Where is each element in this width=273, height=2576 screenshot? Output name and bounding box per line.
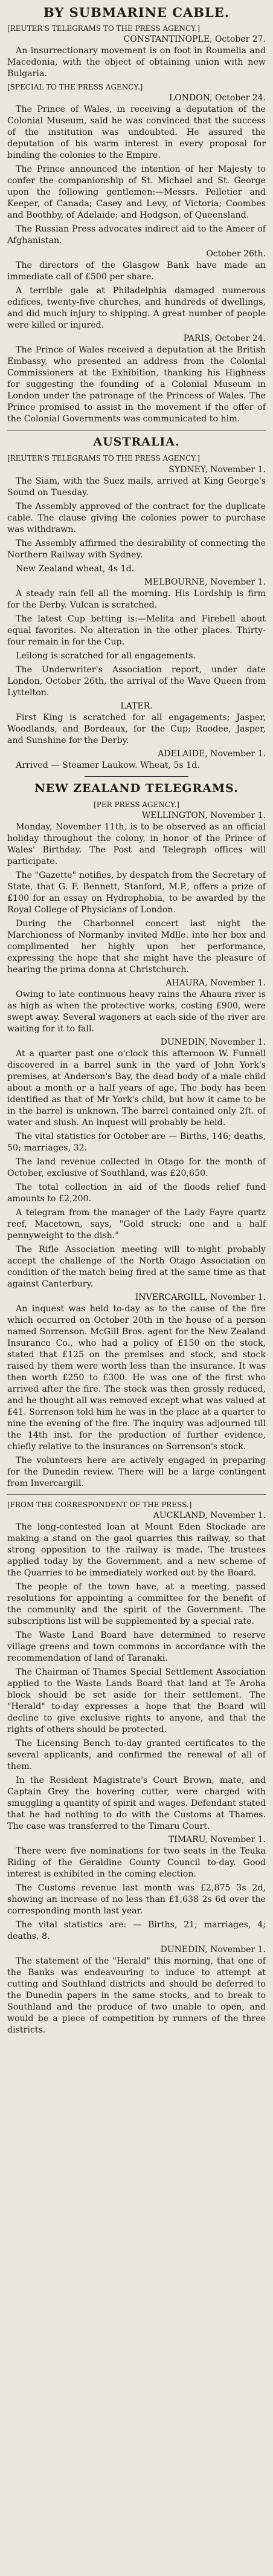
paragraph: The volunteers here are actively engaged in preparing for the Dunedin review. There will be a large contingent from Invercargill. bbox=[7, 1455, 266, 1488]
paragraph: The vital statistics for October are — Births, 146; deaths, 50; marriages, 32. bbox=[7, 1131, 266, 1153]
section-heading: NEW ZEALAND TELEGRAMS. bbox=[34, 781, 239, 795]
paragraph: Monday, November 11th, is to be observed as an official holiday throughout the colony, in honor of the Prince of Wales' Birthday. The Post and Telegraph offices will participate. bbox=[7, 822, 266, 866]
paragraph: The Prince of Wales, in receiving a deputation of the Colonial Museum, said he was convinced that the success of the institution was undoubted. He assured the deputation of his warm interest in every proposal for binding the colonies to the Empire. bbox=[7, 105, 266, 161]
paragraph: The Chairman of Thames Special Settlement Association applied to the Waste Lands Board that land at Te Aroha block should be set aside for their settlement. The "Herald" to-day expresses a hope that the Board will decline to give exclusive rights to anyone, and that the rights of others should be protected. bbox=[7, 1667, 266, 1734]
paragraph: The Customs revenue last month was £2,875 3s 2d, showing an increase of no less than £1,638 2s 6d over the corresponding month last year. bbox=[7, 1883, 266, 1916]
dateline: October 26th. bbox=[206, 249, 266, 259]
dateline: AUCKLAND, November 1. bbox=[153, 1510, 266, 1520]
paragraph: The Assembly approved of the contract for the duplicate cable. The clause giving the colonies power to purchase was withdrawn. bbox=[7, 501, 266, 534]
dateline: WELLINGTON, November 1. bbox=[141, 810, 266, 820]
paragraph: The Prince announced the intention of her Majesty to confer the companionship of St. Michael and St. George upon the following gentlemen:—Messrs. Pelletier and Keeper, of Canada; Casey and Levy, of Victoria; Coombes and Boothby, of Adelaide; and Hodgson, of Queensland. bbox=[7, 164, 266, 221]
dateline: LONDON, October 24. bbox=[169, 93, 266, 103]
paragraph: The statement of the "Herald" this morning, that one of the Banks was endeavouring to induce to attempt at cutting and Southland districts and should be deferred to the Dunedin papers in the same stocks, and to break to Southland and the produce of two unable to open, and would be a piece of competition by runners of the three districts. bbox=[7, 1956, 266, 2035]
dateline: PARIS, October 24. bbox=[183, 334, 266, 344]
paragraph: During the Charbonnel concert last night the Marchioness of Normanby invited Mdlle. into her box and complimented her highly upon her performance, expressing the hope that she might have the pleasure of hearing the prima donna at Christchurch. bbox=[7, 918, 266, 975]
agency-credit: [PER PRESS AGENCY.] bbox=[94, 800, 179, 809]
agency-credit: [REUTER'S TELEGRAMS TO THE PRESS AGENCY.] bbox=[7, 454, 201, 463]
section-title: BY SUBMARINE CABLE. bbox=[43, 5, 230, 20]
paragraph: The Waste Land Board have determined to reserve village greens and town commons in accordance with the recommendation of land of Taranaki. bbox=[7, 1630, 266, 1663]
paragraph: The Siam, with the Suez mails, arrived at King George's Sound on Tuesday. bbox=[7, 476, 266, 498]
paragraph: The Rifle Association meeting will to-night probably accept the challenge of the North Otago Association on condition of the match being fired at the same time as that against Canterbury. bbox=[7, 1244, 266, 1289]
agency-credit: [SPECIAL TO THE PRESS AGENCY.] bbox=[7, 83, 143, 92]
paragraph: The latest Cup betting is:—Melita and Firebell about equal favorites. No alteration in the other places. Thirty-four remain in for the Cup. bbox=[7, 614, 266, 647]
paragraph: A telegram from the manager of the Lady Fayre quartz reef, Macetown, says, "Gold struck; one and a half pennyweight to the dish." bbox=[7, 1207, 266, 1241]
dateline: DUNEDIN, November 1. bbox=[160, 1037, 266, 1047]
dateline: TIMARU, November 1. bbox=[168, 1834, 266, 1844]
paragraph: New Zealand wheat, 4s 1d. bbox=[16, 563, 135, 574]
paragraph: The long-contested loan at Mount Eden Stockade are making a stand on the gaol quarries this railway, so that strong opposition to the railway is made. The trustees applied today by the Government, and a new scheme of the Quarries to be immediately worked out by the Board. bbox=[7, 1522, 266, 1578]
paragraph: An insurrectionary movement is on foot in Roumelia and Macedonia, with the object of obtaining union with new Bulgaria. bbox=[7, 46, 266, 79]
paragraph: Owing to late continuous heavy rains the Ahaura river is as high as when the protective works, costing £900, were swept away. Several wagoners at each side of the river are waiting for it to fall. bbox=[7, 989, 266, 1034]
paragraph: The Prince of Wales received a deputation at the British Embassy, who presented an address from the Colonial Commissioners at the Exhibition, thanking his Highness for suggesting the founding of a Colonial Museum in London under the patronage of the Princess of Wales. The Prince promised to assist in the movement if the offer of the Colonial Governments was communicated to him. bbox=[7, 345, 266, 424]
dateline: SYDNEY, November 1. bbox=[169, 464, 266, 475]
paragraph: The "Gazette" notifies, by despatch from the Secretary of State, that G. F. Bennett, Stanford, M.P., offers a prize of £100 for an essay on Hydrophobia, to be awarded by the Royal College of Physicians of London. bbox=[7, 870, 266, 915]
paragraph: The vital statistics are: — Births, 21; marriages, 4; deaths, 8. bbox=[7, 1919, 266, 1941]
section-divider bbox=[7, 1494, 266, 1495]
paragraph: The directors of the Glasgow Bank have made an immediate call of £500 per share. bbox=[7, 261, 266, 282]
paragraph: The Underwriter's Association report, under date London, October 26th, the arrival of the Wave Queen from Lyttelton. bbox=[7, 664, 266, 698]
agency-credit: [REUTER'S TELEGRAMS TO THE PRESS AGENCY.] bbox=[7, 24, 201, 33]
paragraph: First King is scratched for all engagements; Jasper, Woodlands, and Bordeaux, for the Cup; Roodee, Jasper, and Sunshine for the Derby. bbox=[7, 712, 266, 745]
paragraph: The Licensing Bench to-day granted certificates to the several applicants, and confirmed the renewal of all of them. bbox=[7, 1738, 266, 1771]
paragraph: At a quarter past one o'clock this afternoon W. Funnell discovered in a barrel sunk in the yard of John York's premises, at Anderson's Bay, the dead body of a male child about a month or a half years of age. The body has been identified as that of Mr York's child, but how it came to be in the barrel is unknown. The barrel contained only 2ft. of water and slush. An inquest will probably be held. bbox=[7, 1048, 266, 1127]
paragraph: The Assembly affirmed the desirability of connecting the Northern Railway with Sydney. bbox=[7, 538, 266, 560]
paragraph: A terrible gale at Philadelphia damaged numerous edifices, twenty-five churches, and hundreds of dwellings, and did much injury to shipping. A great number of people were killed or injured. bbox=[7, 286, 266, 331]
paragraph: The people of the town have, at a meeting, passed resolutions for appointing a committee for the benefit of the community and the spirit of the Government. The subscriptions list will be supplemented by a special rate. bbox=[7, 1582, 266, 1626]
paragraph: A steady rain fell all the morning. His Lordship is firm for the Derby. Vulcan is scratched. bbox=[7, 588, 266, 610]
dateline: AHAURA, November 1. bbox=[165, 978, 266, 988]
paragraph: The Russian Press advocates indirect aid to the Ameer of Afghanistan. bbox=[7, 224, 266, 246]
paragraph: There were five nominations for two seats in the Teuka Riding of the Geraldine County Council to-day. Good interest is exhibited in the coming election. bbox=[7, 1846, 266, 1879]
paragraph: An inquest was held to-day as to the cause of the fire which occurred on October 20th in the house of a person named Sorrenson. McGill Bros. agent for the New Zealand Insurance Co., who had a policy of £150 on the stock, stated that £125 on the premises and stock, and stock raised by them were worth less than the insurance. It was then worth £250 to £300. He was one of the first who arrived after the fire. The stock was then grossly reduced, and he thought all was removed except what was valued at £41. Sorrenson told him he was in the place at a quarter to nine the evening of the fire. The inquiry was adjourned till the 14th inst. for the production of further evidence, chiefly relative to the insurances on Sorrenson's stock. bbox=[7, 1303, 266, 1452]
section-heading: AUSTRALIA. bbox=[93, 435, 180, 449]
agency-credit: [FROM THE CORRESPONDENT OF THE PRESS.] bbox=[7, 1500, 192, 1509]
dateline: MELBOURNE, November 1. bbox=[144, 577, 266, 587]
dateline: DUNEDIN, November 1. bbox=[160, 1944, 266, 1955]
dateline: INVERCARGILL, November 1. bbox=[135, 1292, 266, 1302]
paragraph: Leilong is scratched for all engagements. bbox=[16, 650, 196, 661]
later-heading: LATER. bbox=[120, 701, 153, 711]
paragraph: The total collection in aid of the floods relief fund amounts to £2,200. bbox=[7, 1182, 266, 1204]
newspaper-column bbox=[7, 0, 266, 2036]
paragraph: In the Resident Magistrate's Court Brown, mate, and Captain Grey the hovering cutter, were charged with smuggling a quantity of spirit and wages. Defendant stated that he had nothing to do with the Customs at Thames. The case was transferred to the Timaru Court. bbox=[7, 1775, 266, 1831]
dateline: CONSTANTINOPLE, October 27. bbox=[123, 34, 266, 45]
paragraph: The land revenue collected in Otago for the month of October, exclusive of Southland, was £20,650. bbox=[7, 1157, 266, 1178]
section-divider bbox=[85, 776, 188, 777]
dateline: ADELAIDE, November 1. bbox=[158, 748, 266, 759]
paragraph: Arrived — Steamer Laukow. Wheat, 5s 1d. bbox=[16, 760, 200, 770]
